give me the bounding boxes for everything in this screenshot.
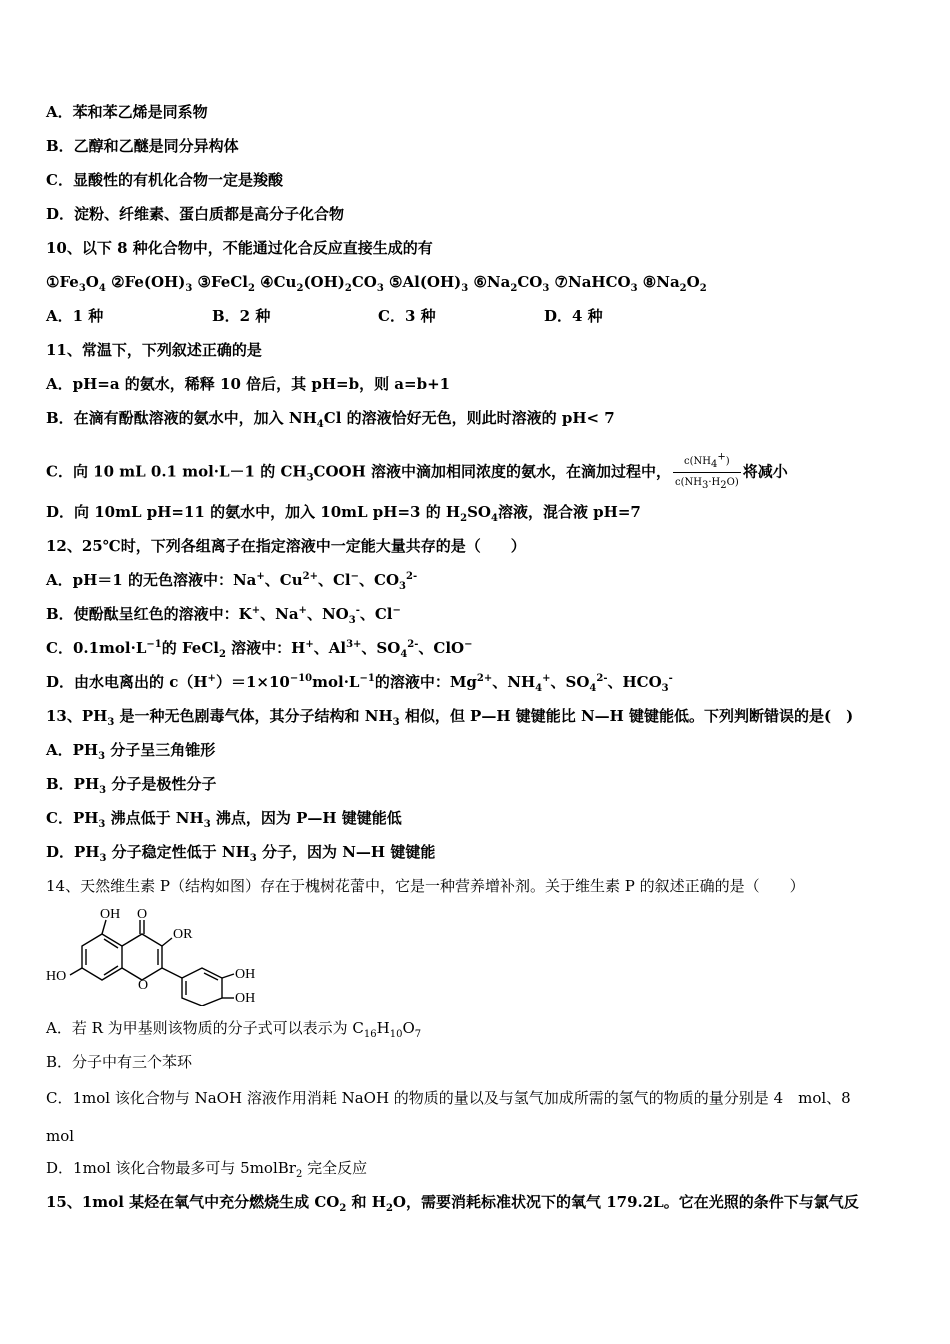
q11-stem: 11、常温下，下列叙述正确的是 xyxy=(46,341,262,359)
q13-d-tail: 键键能 xyxy=(390,843,436,861)
q14-option-c-line1: C．1mol 该化合物与 NaOH 溶液作用消耗 NaOH 的物质的量以及与氢气加成所需的氢气的物质的量分别是 4 mol、8 xyxy=(46,1089,851,1107)
svg-text:O: O xyxy=(137,907,148,922)
q10-option-d: D．4 种 xyxy=(544,307,603,325)
q9-option-d: D．淀粉、纤维素、蛋白质都是高分子化合物 xyxy=(46,205,345,223)
concentration-ratio-fraction: $\frac{c(NH_4^+)}{c(NH_3\cdot H_2O)}$ xyxy=(675,451,739,491)
q14-option-a: A．若 R 为甲基则该物质的分子式可以表示为 $C_{16}H_{10}O_7$ xyxy=(46,1019,422,1040)
q11-option-c: C．向 10 mL 0.1 mol·L－1 的 $CH_3COOH$ 溶液中滴加相同浓度的氨水，在滴加过程中， $\frac{c(NH_4^+)}{c(NH_3\cdot H_2O)}$ 将减小 xyxy=(46,451,788,491)
left-benzene-ring xyxy=(82,934,122,980)
q13-a-text: 分子呈三角锥形 xyxy=(110,741,216,759)
q9-option-b: B．乙醇和乙醚是同分异构体 xyxy=(46,137,239,155)
q10-option-c: C．3 种 xyxy=(378,307,436,325)
q14-option-c-line2: mol xyxy=(46,1127,75,1145)
vitamin-p-structure-diagram xyxy=(44,906,274,1006)
svg-text:OH: OH xyxy=(235,991,256,1006)
q11-option-b: B．在滴有酚酞溶液的氨水中，加入 $NH_4Cl$ 的溶液恰好无色，则此时溶液的 pH< 7 xyxy=(46,409,615,430)
q14-option-d: D．1mol 该化合物最多可与 5molBr$_2$ 完全反应 xyxy=(46,1159,368,1180)
svg-text:O: O xyxy=(138,978,149,993)
q14-stem: 14、天然维生素 P（结构如图）存在于槐树花蕾中，它是一种营养增补剂。关于维生素 P 的叙述正确的是（ ） xyxy=(46,877,805,895)
q11-option-d: D．向 10mL pH=11 的氨水中，加入 10mL pH=3 的 $H_2SO_4$溶液，混合液 pH=7 xyxy=(46,503,641,524)
svg-text:HO: HO xyxy=(46,969,67,984)
q12-option-b: B．使酚酞呈红色的溶液中：K+、Na+、$NO_3^-$、Cl− xyxy=(46,605,401,626)
q13-option-b: B．$PH_3$ 分子是极性分子 xyxy=(46,775,217,796)
svg-text:OH: OH xyxy=(100,907,121,922)
q12-stem: 12、25℃时，下列各组离子在指定溶液中一定能大量共存的是（ ） xyxy=(46,537,526,555)
q9-option-a: A．苯和苯乙烯是同系物 xyxy=(46,103,208,121)
q13-option-d: D．$PH_3$ 分子稳定性低于 $NH_3$ 分子，因为 N—H 键键能 xyxy=(46,843,436,864)
q10-options xyxy=(46,306,603,326)
q14-option-b: B．分子中有三个苯环 xyxy=(46,1053,193,1071)
q11-d-tail: 溶液，混合液 pH=7 xyxy=(497,503,641,521)
q13-option-c: C．$PH_3$ 沸点低于 $NH_3$ 沸点，因为 P—H 键键能低 xyxy=(46,809,402,830)
q15-stem: 15、1mol 某烃在氧气中充分燃烧生成 $CO_2$ 和 $H_2O$，需要消耗标准状况下的氧气 179.2L。它在光照的条件下与氯气反 xyxy=(46,1193,859,1214)
q12-option-a: A．pH＝1 的无色溶液中：Na+、$Cu^{2+}$、Cl−、$CO_3^{2-}$ xyxy=(46,571,418,592)
pyranone-ring xyxy=(122,934,162,980)
vitamin-p-structure-svg xyxy=(44,906,274,1006)
svg-text:OH: OH xyxy=(235,967,256,982)
right-benzene-ring xyxy=(182,968,222,1006)
q10-option-a: A．1 种 xyxy=(46,307,104,325)
q12-option-d: D．由水电离出的 $c(H^+)=1\times 10^{-10}mol\cdot L^{-1}$的溶液中：$Mg^{2+}$、$NH_4^+$、$SO_4^{2-}$、$HCO_3^-$ xyxy=(46,673,673,694)
q10-compound-list: $①Fe_3O_4$ $②Fe(OH)_3$ ③FeCl$_2$ $④Cu_2(OH)_2CO_3$ $⑤Al(OH)_3$ $⑥Na_2CO_3$ ⑦NaHCO$_3$ $⑧Na_2O_2$ xyxy=(46,273,707,294)
svg-text:OR: OR xyxy=(173,927,193,942)
q13-b-text: 分子是极性分子 xyxy=(111,775,217,793)
q9-option-c: C．显酸性的有机化合物一定是羧酸 xyxy=(46,171,283,189)
q12-option-c: C．$0.1mol\cdot L^{-1}$的 FeCl$_2$ 溶液中：H+、$Al^{3+}$、$SO_4^{2-}$、ClO− xyxy=(46,639,473,660)
q13-c-tail: 键键能低 xyxy=(341,809,402,827)
q10-stem: 10、以下 8 种化合物中，不能通过化合反应直接生成的有 xyxy=(46,239,433,257)
q10-option-b: B．2 种 xyxy=(212,307,271,325)
q11-option-a: A．pH=a 的氨水，稀释 10 倍后，其 pH=b，则 a=b+1 xyxy=(46,375,451,393)
q13-option-a: A．$PH_3$ 分子呈三角锥形 xyxy=(46,741,216,762)
q11-c-suffix: 将减小 xyxy=(742,462,788,481)
q13-stem: 13、$PH_3$ 是一种无色剧毒气体，其分子结构和 $NH_3$ 相似，但 P—H 键键能比 N—H 键键能低。下列判断错误的是( ) xyxy=(46,707,854,728)
